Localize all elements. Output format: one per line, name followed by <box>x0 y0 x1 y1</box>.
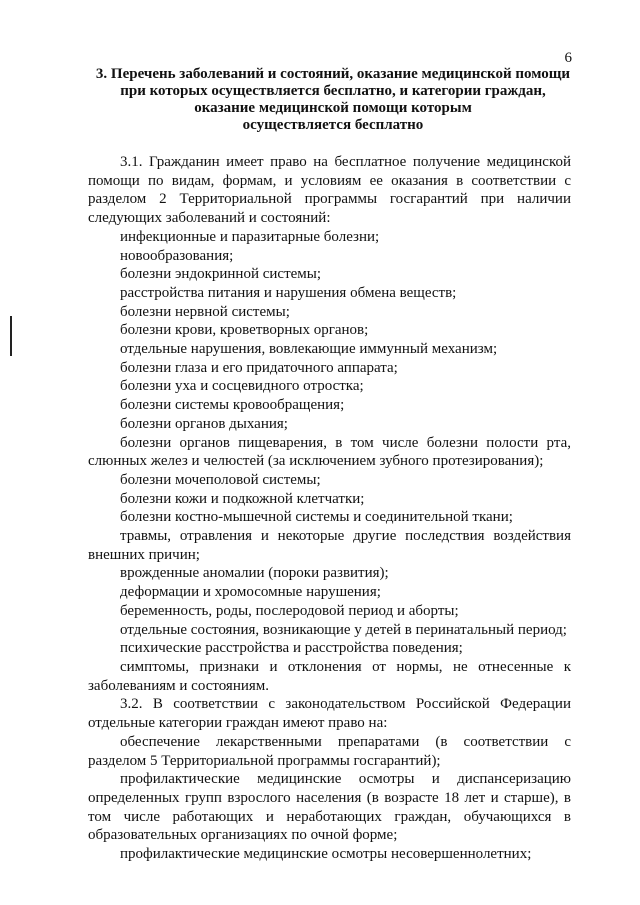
list-item: болезни эндокринной системы; <box>120 266 322 283</box>
list-item: болезни нервной системы; <box>120 303 290 320</box>
heading-line: осуществляется бесплатно <box>242 117 424 133</box>
document-body <box>88 153 571 864</box>
list-item: психические расстройства и расстройства поведения; <box>120 640 463 657</box>
list-item: болезни органов пищеварения, в том числе болезни полости рта, слюнных желез и челюстей (за исключением зубного протезирования); <box>88 434 571 470</box>
list-item: болезни уха и сосцевидного отростка; <box>120 378 364 395</box>
list-item: болезни системы кровообращения; <box>120 397 345 414</box>
list-item: болезни костно-мышечной системы и соединительной ткани; <box>120 509 513 526</box>
list-item: беременность, роды, послеродовой период и аборты; <box>120 602 459 619</box>
list-item: болезни органов дыхания; <box>120 415 288 432</box>
list-item: профилактические медицинские осмотры несовершеннолетних; <box>120 846 532 863</box>
paragraph-3-1-intro: 3.1. Гражданин имеет право на бесплатное получение медицинской помощи по видам, формам, и условиям ее оказания в соответствии с разделом 2 Территориальной программы госгарантий при наличии следующих заболеваний и состояний: <box>88 154 571 227</box>
list-item: симптомы, признаки и отклонения от нормы, не отнесенные к заболеваниям и состояниям. <box>88 658 571 694</box>
list-item: болезни глаза и его придаточного аппарата; <box>120 359 398 376</box>
list-item: деформации и хромосомные нарушения; <box>120 584 381 601</box>
list-item: расстройства питания и нарушения обмена веществ; <box>120 284 457 301</box>
list-item: инфекционные и паразитарные болезни; <box>120 228 380 245</box>
list-item: обеспечение лекарственными препаратами (в соответствии с разделом 5 Территориальной программы госгарантий); <box>88 733 571 769</box>
list-item: травмы, отравления и некоторые другие последствия воздействия внешних причин; <box>88 528 571 563</box>
heading-line: 3. Перечень заболеваний и состояний, оказание медицинской помощи <box>95 66 571 82</box>
list-item: профилактические медицинские осмотры и диспансеризацию определенных групп взрослого населения (в возрасте 18 лет и старше), в том числе работающих и неработающих граждан, обучающихся в образовательных организациях по очной форме; <box>88 771 571 844</box>
list-item: болезни кожи и подкожной клетчатки; <box>120 490 365 507</box>
list-item: отдельные нарушения, вовлекающие иммунный механизм; <box>120 341 498 358</box>
list-item: врожденные аномалии (пороки развития); <box>120 565 389 582</box>
heading-line: при которых осуществляется бесплатно, и категории граждан, <box>120 83 546 99</box>
margin-mark <box>10 316 12 356</box>
page-number: 6 <box>564 50 572 66</box>
list-item: болезни крови, кроветворных органов; <box>120 322 369 339</box>
paragraph-3-2-intro: 3.2. В соответствии с законодательством Российской Федерации отдельные категории граждан имеют право на: <box>88 696 571 732</box>
list-item: болезни мочеполовой системы; <box>120 471 321 488</box>
heading-line: оказание медицинской помощи которым <box>194 100 472 116</box>
list-item: новообразования; <box>120 247 234 264</box>
list-item: отдельные состояния, возникающие у детей в перинатальный период; <box>120 621 567 638</box>
section-heading <box>90 66 576 134</box>
